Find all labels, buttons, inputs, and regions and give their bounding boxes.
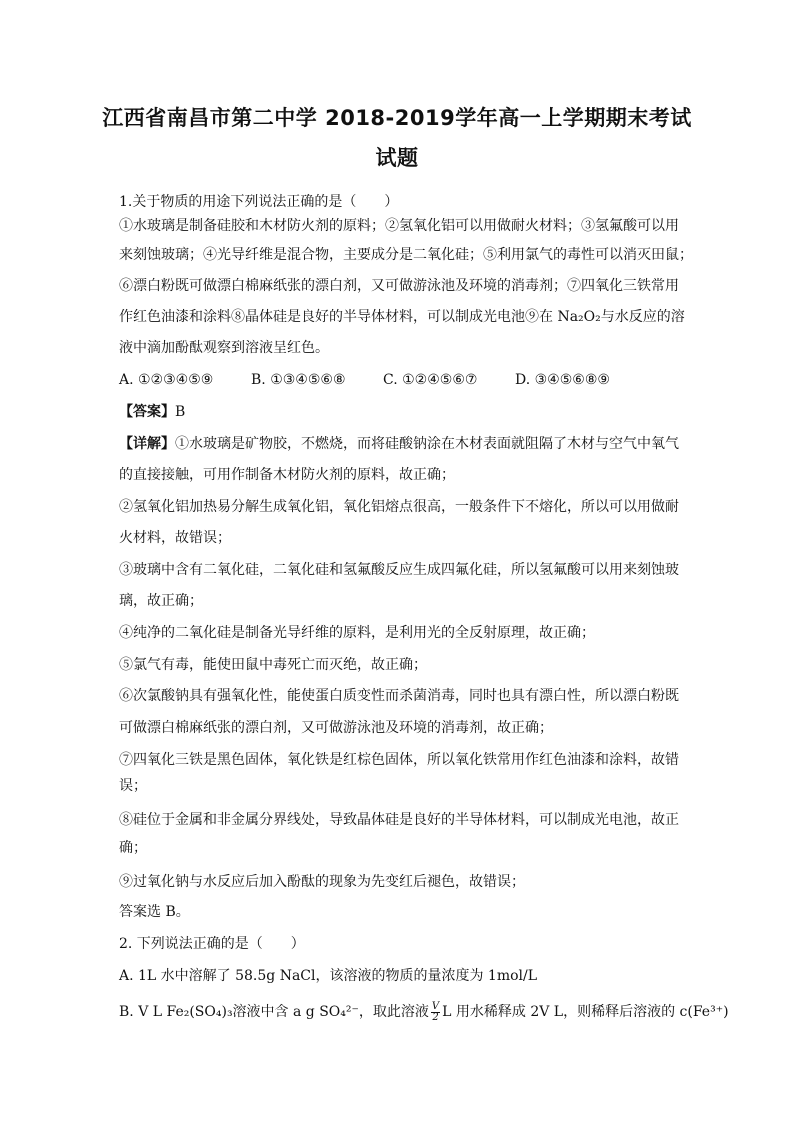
document-title: 江西省南昌市第二中学 2018-2019学年高一上学期期末考试 (102, 106, 692, 130)
detail-line: ⑧硅位于金属和非金属分界线处，导致晶体硅是良好的半导体材料，可以制成光电池，故正 (119, 812, 679, 828)
option-b-text-start: B. V L Fe₂(SO₄)₃溶液中含 a g SO₄²⁻，取此溶液 (119, 1004, 429, 1020)
option-a: A. ①②③④⑤⑨ (119, 372, 214, 388)
detail-line: 璃，故正确； (119, 593, 203, 609)
detail-label: 【详解】 (119, 436, 175, 452)
detail-line: ③玻璃中含有二氧化硅，二氧化硅和氢氟酸反应生成四氟化硅，所以氢氟酸可以用来刻蚀玻 (119, 562, 679, 578)
question-1-options (119, 370, 679, 390)
detail-text: ①水玻璃是矿物胶，不燃烧，而将硅酸钠涂在木材表面就阻隔了木材与空气中氧气 (175, 436, 679, 452)
detail-line: 误； (119, 778, 147, 794)
question-1-body-line: 作红色油漆和涂料⑧晶体硅是良好的半导体材料，可以制成光电池⑨在 Na₂O₂与水反应的溶 (119, 309, 685, 325)
answer-line (119, 402, 679, 422)
detail-line: 答案选 B。 (119, 904, 190, 920)
detail-line: 可做漂白棉麻纸张的漂白剂，又可做游泳池及环境的消毒剂，故正确； (119, 720, 553, 736)
option-d: D. ③④⑤⑥⑧⑨ (515, 372, 610, 388)
question-1-body-line: 来刻蚀玻璃；④光导纤维是混合物，主要成分是二氧化硅；⑤利用氯气的毒性可以消灭田鼠； (119, 247, 693, 263)
question-1-body-line: ①水玻璃是制备硅胶和木材防火剂的原料；②氢氧化铝可以用做耐火材料；③氢氟酸可以用 (119, 218, 679, 234)
detail-line (119, 434, 679, 454)
option-c: C. ①②④⑤⑥⑦ (383, 372, 478, 388)
question-2-option-b (119, 1000, 729, 1024)
detail-line: ④纯净的二氧化硅是制备光导纤维的原料，是利用光的全反射原理，故正确； (119, 625, 595, 641)
option-b-text-end: L 用水稀释成 2V L，则稀释后溶液的 c(Fe³⁺) (442, 1004, 729, 1020)
detail-line: ⑨过氧化钠与水反应后加入酚酞的现象为先变红后褪色，故错误； (119, 874, 525, 890)
question-2-stem: 2. 下列说法正确的是（ ） (119, 936, 305, 952)
question-1-body-line: ⑥漂白粉既可做漂白棉麻纸张的漂白剂，又可做游泳池及环境的消毒剂；⑦四氧化三铁常用 (119, 278, 679, 294)
detail-line: ⑤氯气有毒，能使田鼠中毒死亡而灭绝，故正确； (119, 657, 427, 673)
document-title-continued: 试题 (375, 146, 419, 170)
detail-line: 的直接接触，可用作制备木材防火剂的原料，故正确； (119, 467, 455, 483)
detail-line: 火材料，故错误； (119, 530, 231, 546)
fraction-numerator: V (431, 1000, 440, 1012)
fraction-denominator: 2 (432, 1011, 439, 1023)
question-2-option-a: A. 1L 水中溶解了 58.5g NaCl，该溶液的物质的量浓度为 1mol/L (119, 968, 538, 984)
detail-line: ②氢氧化铝加热易分解生成氧化铝，氧化铝熔点很高，一般条件下不熔化，所以可以用做耐 (119, 499, 679, 515)
answer-label: 【答案】 (119, 404, 175, 420)
fraction (431, 1002, 440, 1023)
question-1-stem: 1.关于物质的用途下列说法正确的是（ ） (119, 194, 399, 210)
option-b: B. ①③④⑤⑥⑧ (251, 372, 346, 388)
detail-line: ⑥次氯酸钠具有强氧化性，能使蛋白质变性而杀菌消毒，同时也具有漂白性，所以漂白粉既 (119, 688, 679, 704)
detail-line: ⑦四氧化三铁是黑色固体，氧化铁是红棕色固体，所以氧化铁常用作红色油漆和涂料，故错 (119, 752, 679, 768)
detail-line: 确； (119, 840, 147, 856)
answer-value: B (175, 404, 186, 420)
question-1-body-line: 液中滴加酚酞观察到溶液呈红色。 (119, 340, 329, 356)
